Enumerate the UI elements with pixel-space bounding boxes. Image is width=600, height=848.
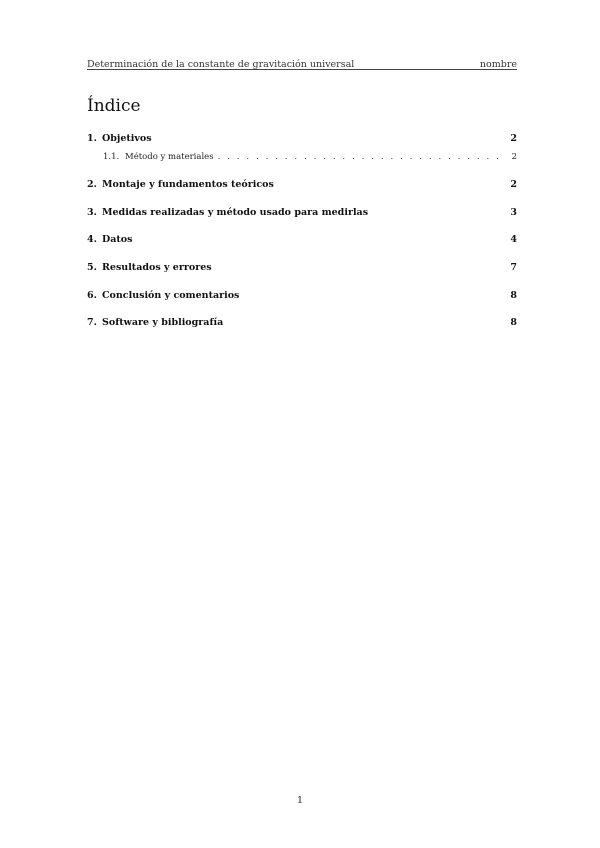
toc-entry-page: 2 xyxy=(510,179,517,190)
toc-entry-page: 8 xyxy=(510,290,517,301)
toc-subentry-label: Método y materiales xyxy=(125,152,214,162)
toc-entry-page: 7 xyxy=(510,262,517,273)
toc-entry-page: 4 xyxy=(510,234,517,245)
toc-entry-label: Montaje y fundamentos teóricos xyxy=(102,179,274,190)
toc-subentry-page: 2 xyxy=(511,152,517,162)
toc-entry-number: 2. xyxy=(87,179,97,190)
toc-entry-label: Datos xyxy=(102,234,133,245)
running-header-title: Determinación de la constante de gravitación universal xyxy=(87,59,355,70)
toc-entry-resultados[interactable] xyxy=(87,262,517,273)
toc-entry-software[interactable] xyxy=(87,317,517,328)
toc-leader-dots xyxy=(218,152,506,162)
toc-entry-number: 3. xyxy=(87,207,97,218)
toc-entry-page: 8 xyxy=(510,317,517,328)
toc-entry-number: 1. xyxy=(87,133,97,144)
toc-entry-number: 4. xyxy=(87,234,97,245)
page-number: 1 xyxy=(296,795,304,806)
toc-entry-label: Software y bibliografía xyxy=(102,317,224,328)
toc-entry-datos[interactable] xyxy=(87,234,517,245)
toc-subentry-metodo-y-materiales[interactable] xyxy=(103,152,517,162)
toc-entry-conclusion[interactable] xyxy=(87,290,517,301)
toc-entry-montaje[interactable] xyxy=(87,179,517,190)
toc-entry-label: Conclusión y comentarios xyxy=(102,290,240,301)
toc-entry-page: 3 xyxy=(510,207,517,218)
toc-entry-medidas[interactable] xyxy=(87,207,517,218)
toc-title: Índice xyxy=(87,96,141,116)
toc-entry-label: Objetivos xyxy=(102,133,152,144)
header-rule xyxy=(87,69,517,70)
toc-entry-number: 6. xyxy=(87,290,97,301)
toc-entry-number: 7. xyxy=(87,317,97,328)
toc-entry-objetivos[interactable] xyxy=(87,133,517,144)
toc-entry-number: 5. xyxy=(87,262,97,273)
toc-entry-label: Medidas realizadas y método usado para medirlas xyxy=(102,207,369,218)
running-header xyxy=(87,56,517,70)
toc-entry-page: 2 xyxy=(510,133,517,144)
toc-subentry-number: 1.1. xyxy=(103,152,120,162)
toc-entry-label: Resultados y errores xyxy=(102,262,212,273)
running-header-author: nombre xyxy=(479,59,517,70)
